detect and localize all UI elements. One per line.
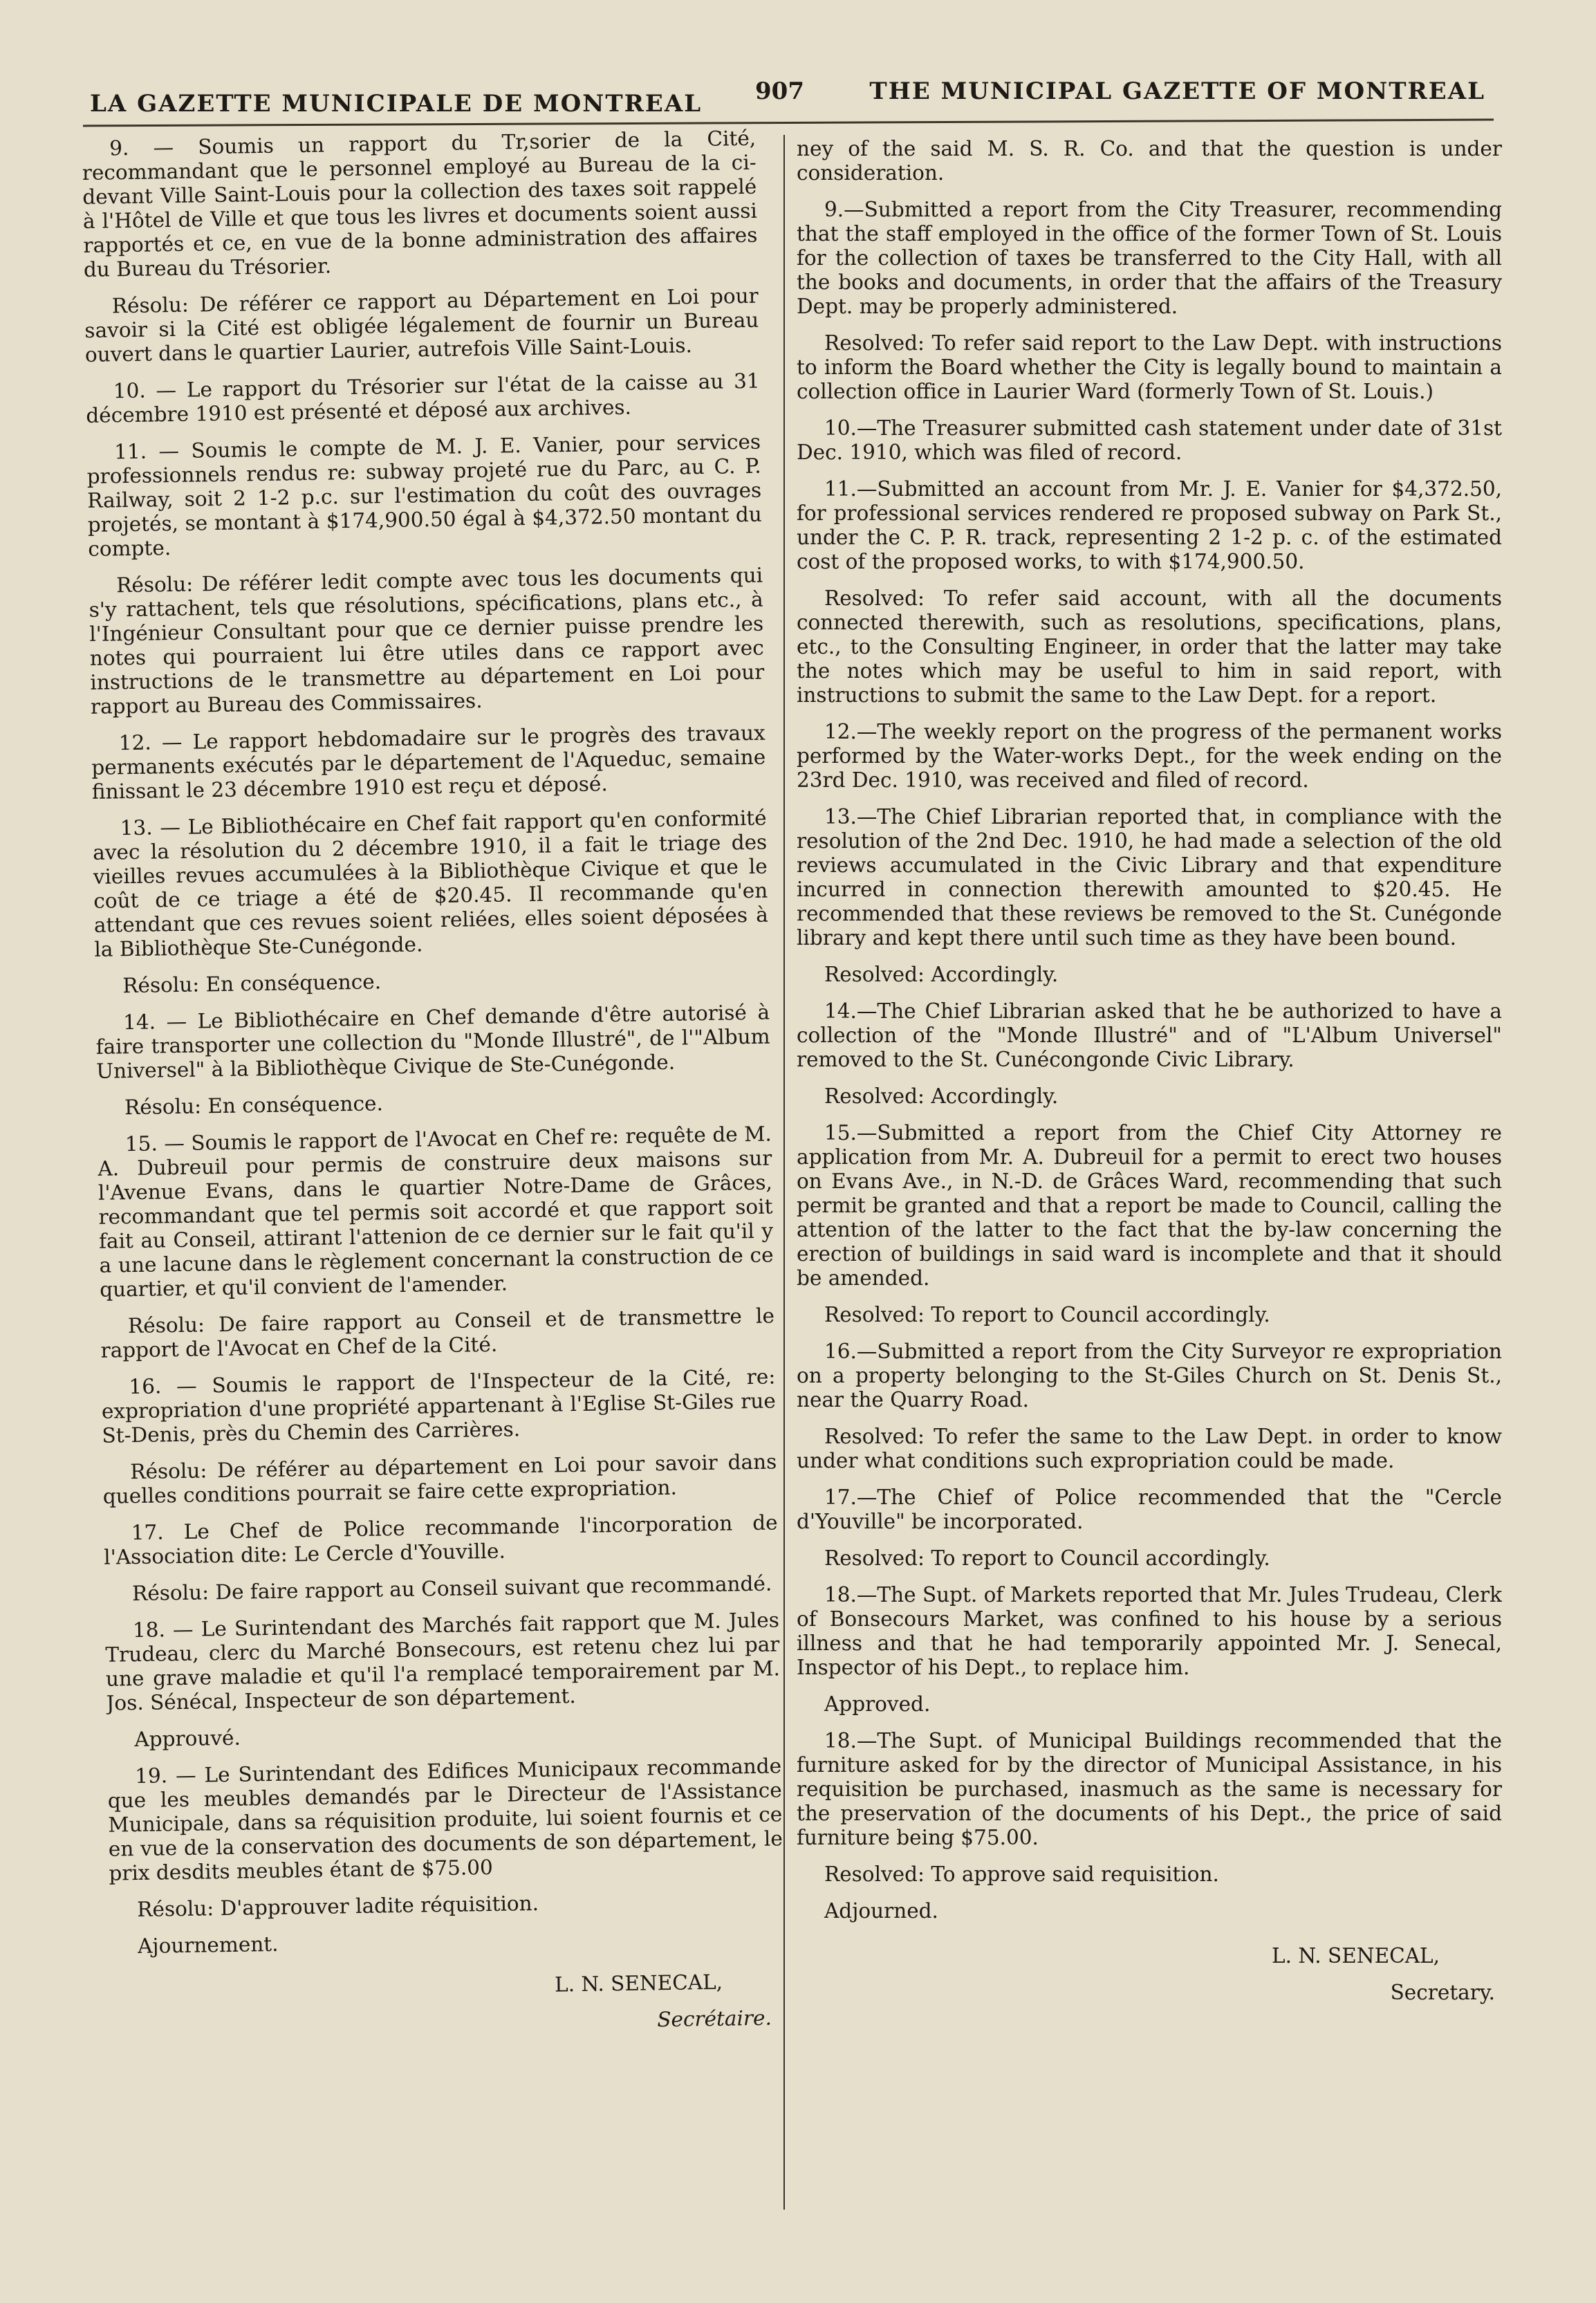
paragraph: Résolu: En conséquence.: [124, 1091, 384, 1120]
page-header: [83, 77, 1485, 119]
paragraph: Resolved: To refer the same to the Law Dept. in order to know under what conditions such expropriation could be made.: [797, 1425, 1502, 1472]
paragraph: 9. — Soumis un rapport du Tr,sorier de la Cité, recommandant que le personnel employé au Bureau de la ci-devant Ville Saint-Louis pour la collection des taxes soit rappelé à l'Hôtel de Ville et que tous les livres et documents soient aussi rapportés et ce, en vue de la bonne administration des affaires du Bureau du Trésorier.: [82, 126, 758, 281]
column-divider: [783, 135, 785, 2210]
paragraph: Résolu: De référer ledit compte avec tous les documents qui s'y rattachent, tels que résolutions, spécifications, plans etc., à l'Ingénieur Consultant pour que ce dernier puisse prendre les notes qui pourraient lui être utiles dans ce rapport avec instructions de le transmettre au département en Loi pour rapport au Bureau des Commissaires.: [89, 563, 765, 719]
paragraph: Adjourned.: [824, 1899, 938, 1923]
paragraph: 17. Le Chef de Police recommande l'incorporation de l'Association dite: Le Cercle d'Youville.: [103, 1510, 778, 1569]
paragraph: Résolu: En conséquence.: [122, 970, 382, 998]
paragraph: 10.—The Treasurer submitted cash statement under date of 31st Dec. 1910, which was filed of record.: [797, 416, 1502, 464]
paragraph: Résolu: De faire rapport au Conseil et de transmettre le rapport de l'Avocat en Chef de la Cité.: [100, 1304, 775, 1362]
page-number: 907: [755, 77, 804, 105]
paragraph: 18.—The Supt. of Municipal Buildings recommended that the furniture asked for by the director of Municipal Assistance, in his requisition be purchased, inasmuch as the same is necessary for the preservation of the documents of his Dept., the price of said furniture being $75.00.: [797, 1729, 1502, 1849]
paragraph: 12. — Le rapport hebdomadaire sur le progrès des travaux permanents exécutés par le département de l'Aqueduc, semaine finissant le 23 décembre 1910 est reçu et déposé.: [91, 721, 766, 804]
paragraph: 16. — Soumis le rapport de l'Inspecteur de la Cité, re: expropriation d'une propriété appartenant à l'Eglise St-Giles rue St-Denis, près du Chemin des Carrières.: [101, 1365, 777, 1448]
signature-title: Secretary.: [1390, 1981, 1495, 2004]
paragraph: 11.—Submitted an account from Mr. J. E. Vanier for $4,372.50, for professional services rendered re proposed subway on Park St., under the C. P. R. track, representing 2 1-2 p. c. of the estimated cost of the proposed works, to with $174,900.50.: [797, 477, 1502, 573]
paragraph: Resolved: To refer said report to the Law Dept. with instructions to inform the Board whether the City is legally bound to maintain a collection office in Laurier Ward (formerly Town of St. Louis.): [797, 331, 1502, 403]
signature-title: Secrétaire.: [657, 2006, 772, 2032]
paragraph: ney of the said M. S. R. Co. and that the question is under consideration.: [797, 137, 1502, 185]
paragraph: 9.—Submitted a report from the City Treasurer, recommending that the staff employed in the office of the former Town of St. Louis for the collection of taxes be transferred to the City Hall, with all the books and documents, in order that the affairs of the Treasury Dept. may be properly administered.: [797, 198, 1502, 318]
paragraph: 13.—The Chief Librarian reported that, in compliance with the resolution of the 2nd Dec. 1910, he had made a selection of the old reviews accumulated in the Civic Library and that expenditure incurred in connection therewith amounted to $20.45. He recommended that these reviews be removed to the St. Cunégonde library and kept there until such time as they have been bound.: [797, 805, 1502, 950]
french-column: [82, 127, 789, 2267]
paragraph: Resolved: To report to Council accordingly.: [824, 1546, 1270, 1570]
french-title: LA GAZETTE MUNICIPALE DE MONTREAL: [90, 90, 703, 118]
english-title: THE MUNICIPAL GAZETTE OF MONTREAL: [869, 77, 1485, 105]
paragraph: Résolu: De faire rapport au Conseil suivant que recommandé.: [131, 1571, 772, 1606]
paragraph: Resolved: To approve said requisition.: [824, 1862, 1219, 1886]
paragraph: Approved.: [824, 1692, 931, 1716]
paragraph: 18.—The Supt. of Markets reported that Mr. Jules Trudeau, Clerk of Bonsecours Market, was confined to his house by a serious illness and that he had temporarily appointed Mr. J. Senecal, Inspector of his Dept., to replace him.: [797, 1583, 1502, 1679]
paragraph: 10. — Le rapport du Trésorier sur l'état de la caisse au 31 décembre 1910 est présenté et déposé aux archives.: [86, 369, 760, 427]
paragraph: Resolved: Accordingly.: [824, 963, 1059, 986]
paragraph: Resolved: To refer said account, with all the documents connected therewith, such as resolutions, specifications, plans, etc., to the Consulting Engineer, in order that the latter may take the notes which may be useful to him in said report, with instructions to submit the same to the Law Dept. for a report.: [797, 586, 1502, 707]
paragraph: Résolu: De référer au département en Loi pour savoir dans quelles conditions pourrait se faire cette expropriation.: [102, 1450, 777, 1508]
paragraph: Resolved: Accordingly.: [824, 1084, 1059, 1108]
paragraph: 15. — Soumis le rapport de l'Avocat en Chef re: requête de M. A. Dubreuil pour permis de construire deux maisons sur l'Avenue Evans, dans le quartier Notre-Dame de Grâces, recommandant que tel permis soit accordé et que rapport soit fait au Conseil, attirant l'attenion de ce dernier sur le fait qu'il y a une lacune dans le règlement concernant la construction de ce quartier, et qu'il convient de l'amender.: [98, 1122, 774, 1302]
paragraph: Approuvé.: [134, 1726, 241, 1752]
paragraph: 18. — Le Surintendant des Marchés fait rapport que M. Jules Trudeau, clerc du Marché Bonsecours, est retenu chez lui par une grave maladie et qu'il l'a remplacé temporairement par M. Jos. Sénécal, Inspecteur de son département.: [105, 1608, 781, 1715]
paragraph: Résolu: D'approuver ladite réquisition.: [137, 1891, 539, 1922]
paragraph: 19. — Le Surintendant des Edifices Municipaux recommande que les meubles demandés par le Directeur de l'Assistance Municipale, dans sa réquisition produite, lui soient fournis et ce en vue de la conservation des documents de son département, le prix desdits meubles étant de $75.00: [107, 1754, 783, 1885]
paragraph: Ajournement.: [137, 1932, 279, 1959]
paragraph: 17.—The Chief of Police recommended that the "Cercle d'Youville" be incorporated.: [797, 1486, 1502, 1533]
english-column: [797, 137, 1502, 2267]
paragraph: Résolu: De référer ce rapport au Département en Loi pour savoir si la Cité est obligée légalement de fournir un Bureau ouvert dans le quartier Laurier, autrefois Ville Saint-Louis.: [84, 284, 759, 367]
paragraph: 14. — Le Bibliothécaire en Chef demande d'être autorisé à faire transporter une collection du "Monde Illustré", de l'"Album Universel" à la Bibliothèque Civique de Ste-Cunégonde.: [95, 1000, 770, 1083]
paragraph: 13. — Le Bibliothécaire en Chef fait rapport qu'en conformité avec la résolution du 2 décembre 1910, il a fait le triage des vieilles revues accumulées à la Bibliothèque Civique et que le coût de ce triage a été de $20.45. Il recommande qu'en attendant que ces revues soient reliées, elles soient déposées à la Bibliothèque Ste-Cunégonde.: [92, 806, 769, 961]
paragraph: 16.—Submitted a report from the City Surveyor re expropriation on a property belonging to the St-Giles Church on St. Denis St., near the Quarry Road.: [797, 1340, 1502, 1412]
paragraph: 14.—The Chief Librarian asked that he be authorized to have a collection of the "Monde Illustré" and of "L'Album Universel" removed to the St. Cunécongonde Civic Library.: [797, 999, 1502, 1071]
paragraph: 11. — Soumis le compte de M. J. E. Vanier, pour services professionnels rendus re: subway projeté rue du Parc, au C. P. Railway, soit 2 1-2 p.c. sur l'estimation du coût des ouvrages projetés, se montant à $174,900.50 égal à $4,372.50 montant du compte.: [86, 429, 762, 561]
header-rule: [83, 119, 1494, 127]
paragraph: 12.—The weekly report on the progress of the permanent works performed by the Water-works Dept., for the week ending on the 23rd Dec. 1910, was received and filed of record.: [797, 720, 1502, 792]
signature-name: L. N. SENECAL,: [554, 1970, 723, 1997]
signature-name: L. N. SENECAL,: [1272, 1944, 1440, 1968]
paragraph: Resolved: To report to Council accordingly.: [824, 1303, 1270, 1326]
paragraph: 15.—Submitted a report from the Chief City Attorney re application from Mr. A. Dubreuil for a permit to erect two houses on Evans Ave., in N.-D. de Grâces Ward, recommending that such permit be granted and that a report be made to Council, calling the attention of the latter to the fact that the by-law concerning the erection of buildings in said ward is incomplete and that it should be amended.: [797, 1121, 1502, 1290]
